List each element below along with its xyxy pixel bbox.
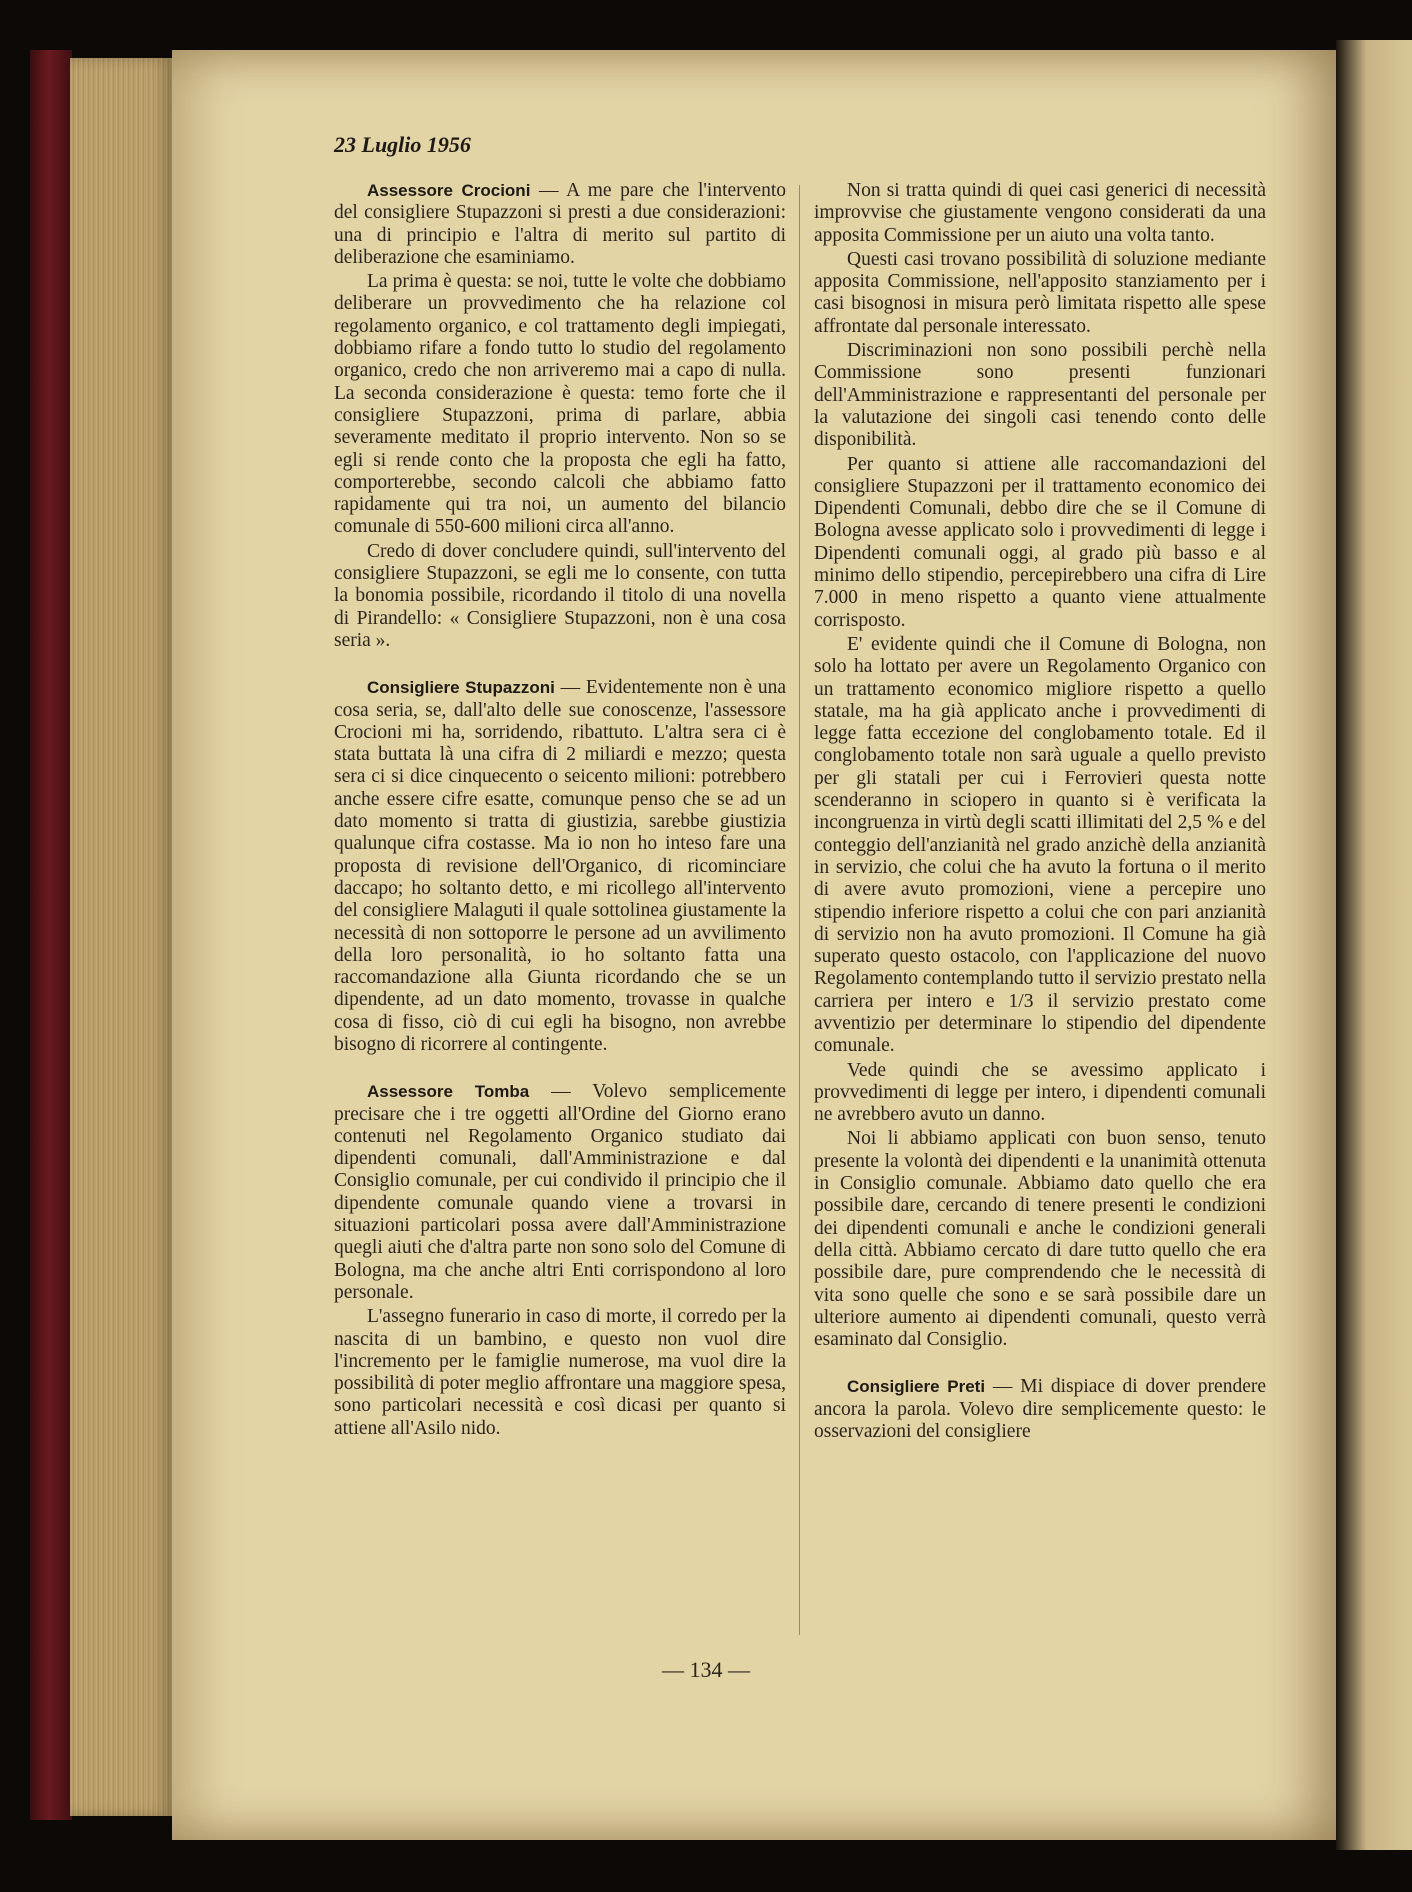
page-number: — 134 — bbox=[662, 1657, 750, 1682]
next-page-edge bbox=[1336, 40, 1412, 1850]
book-binding bbox=[30, 50, 72, 1820]
paragraph: La prima è questa: se noi, tutte le volte che dobbiamo deliberare un provvedimento che ha relazione col regolamento organico, e col trattamento degli impiegati, dobbiamo rifare a fondo tutto lo studio del regolamento organico, credo che non arriveremo mai a capo di nulla. La seconda considerazione è questa: temo forte che il consigliere Stupazzoni, prima di parlare, abbia severamente meditato il proprio intervento. Non so se egli si rende conto che la proposta che egli ha fatto, comporterebbe, secondo calcoli che abbiamo fatto rapidamente qui tra noi, un aumento del bilancio comunale di 550-600 milioni circa all'anno. bbox=[334, 271, 786, 538]
paragraph: Vede quindi che se avessimo applicato i provvedimenti di legge per intero, i dipendenti comunali ne avrebbero avuto un danno. bbox=[814, 1059, 1266, 1126]
paragraph: L'assegno funerario in caso di morte, il corredo per la nascita di un bambino, e questo non vuol dire l'incremento per le famiglie numerose, ma vuol dire la possibilità di poter meglio affrontare una maggiore spesa, sono particolari necessità e così dicasi per quanto si attiene all'Asilo nido. bbox=[334, 1306, 786, 1439]
paragraph: Questi casi trovano possibilità di soluzione mediante apposita Commissione, nell'apposito stanziamento per i casi bisognosi in misura però limitata rispetto alle spese affrontate dal personale interessato. bbox=[814, 248, 1266, 337]
page-edges bbox=[70, 58, 174, 1816]
speaker-name: Consigliere Stupazzoni bbox=[367, 678, 555, 698]
paragraph: Per quanto si attiene alle raccomandazioni del consigliere Stupazzoni per il trattamento economico dei Dipendenti Comunali, debbo dire che se il Comune di Bologna avesse applicato solo i provvedimenti di legge i Dipendenti comunali oggi, al grado più basso e al minimo dello stipendio, percepirebbero una cifra di Lire 7.000 in meno rispetto a quanto viene attualmente corrisposto. bbox=[814, 453, 1266, 631]
paragraph-text: — A me pare che l'intervento del consigliere Stupazzoni si presti a due considerazioni: una di principio e l'altra di merito sul partito di deliberazione che esaminiamo. bbox=[334, 180, 786, 268]
paragraph-text: — Mi dispiace di dover prendere ancora la parola. Volevo dire semplicemente questo: le osservazioni del consigliere bbox=[814, 1376, 1266, 1443]
column-divider bbox=[799, 185, 800, 1635]
page-date-header: 23 Luglio 1956 bbox=[334, 132, 471, 157]
left-column bbox=[334, 180, 786, 1440]
paragraph: E' evidente quindi che il Comune di Bologna, non solo ha lottato per avere un Regolamento Organico con un trattamento economico migliore rispetto a quello statale, ma ha già applicato anche i provvedimenti di legge fatta eccezione del conglobamento totale. Ed il conglobamento totale non sarà uguale a quello previsto per gli statali per cui i Ferrovieri questa notte scenderanno in sciopero in quanto si è verificata la incongruenza in virtù degli scatti illimitati del 2,5 % e del conteggio dell'anzianità nel grado anzichè della anzianità in servizio, che colui che ha avuto la fortuna o il merito di avere avuto promozioni, viene a percepire uno stipendio inferiore rispetto a colui che con pari anzianità di servizio non ha avuto promozioni. Il Comune ha già superato questo ostacolo, con l'applicazione del nuovo Regolamento contemplando tutto il servizio prestato nella carriera per intero e 1/3 il servizio prestato come avventizio per determinare lo stipendio del dipendente comunale. bbox=[814, 633, 1266, 1057]
paragraph bbox=[334, 677, 786, 1056]
paragraph bbox=[334, 180, 786, 269]
paragraph: Noi li abbiamo applicati con buon senso, tenuto presente la volontà dei dipendenti e la unanimità ottenuta in Consiglio comunale. Abbiamo dato quello che era possibile dare, cercando di tenere presenti le condizioni dei dipendenti comunali e anche le condizioni generali della città. Abbiamo cercato di dare tutto quello che era possibile dare, pure comprendendo che le necessità di vita sono quelle che sono e se sarà possibile dare un ulteriore aumento ai dipendenti comunali, questo verrà esaminato dal Consiglio. bbox=[814, 1128, 1266, 1351]
paragraph bbox=[334, 1081, 786, 1304]
speaker-name: Assessore Tomba bbox=[367, 1082, 530, 1102]
paragraph: Discriminazioni non sono possibili perchè nella Commissione sono presenti funzionari dell'Amministrazione e rappresentanti del personale per la valutazione dei singoli casi tenendo conto delle disponibilità. bbox=[814, 340, 1266, 451]
paragraph-text: — Evidentemente non è una cosa seria, se, dall'alto delle sue conoscenze, l'assessore Crocioni mi ha, sorridendo, ribattuto. L'altra sera ci è stata buttata là una cifra di 2 miliardi e mezzo; questa sera ci si dice cinquecento o seicento milioni: potrebbero anche essere cifre esatte, comunque penso che se ad un dato momento si tratta di giustizia, sarebbe giustizia qualunque cifra costasse. Ma io non ho inteso fare una proposta di revisione dell'Organico, di ricominciare daccapo; ho soltanto detto, e mi ricollego all'intervento del consigliere Malaguti il quale sottolinea giustamente la necessità di non sottoporre le persone ad un avvilimento della loro personalità, io ho soltanto fatta una raccomandazione alla Giunta ricordando che se un dipendente, ad un dato momento, trovasse in qualche cosa di fisso, ciò di cui egli ha bisogno, non avrebbe bisogno di ricorrere al contingente. bbox=[334, 677, 787, 1055]
speaker-name: Assessore Crocioni bbox=[367, 181, 531, 200]
speaker-name: Consigliere Preti bbox=[847, 1377, 986, 1397]
paragraph-text: — Volevo semplicemente precisare che i tre oggetti all'Ordine del Giorno erano contenuti nel Regolamento Organico studiato dai dipendenti comunali, dall'Amministrazione e dal Consiglio comunale, per cui condivido il principio che il dipendente comunale quando viene a trovarsi in situazioni particolari possa avere dall'Amministrazione quegli aiuti che d'altra parte non sono solo del Comune di Bologna, ma che anche altri Enti corrispondono al loro personale. bbox=[334, 1081, 786, 1303]
paragraph: Credo di dover concludere quindi, sull'intervento del consigliere Stupazzoni, se egli me lo consente, con tutta la bonomia possibile, ricordando il titolo di una novella di Pirandello: « Consigliere Stupazzoni, non è una cosa seria ». bbox=[334, 540, 786, 651]
paragraph bbox=[814, 1376, 1266, 1443]
paragraph: Non si tratta quindi di quei casi generici di necessità improvvise che giustamente vengono considerati da una apposita Commissione per un aiuto una volta tanto. bbox=[814, 180, 1266, 246]
right-column bbox=[814, 180, 1266, 1443]
